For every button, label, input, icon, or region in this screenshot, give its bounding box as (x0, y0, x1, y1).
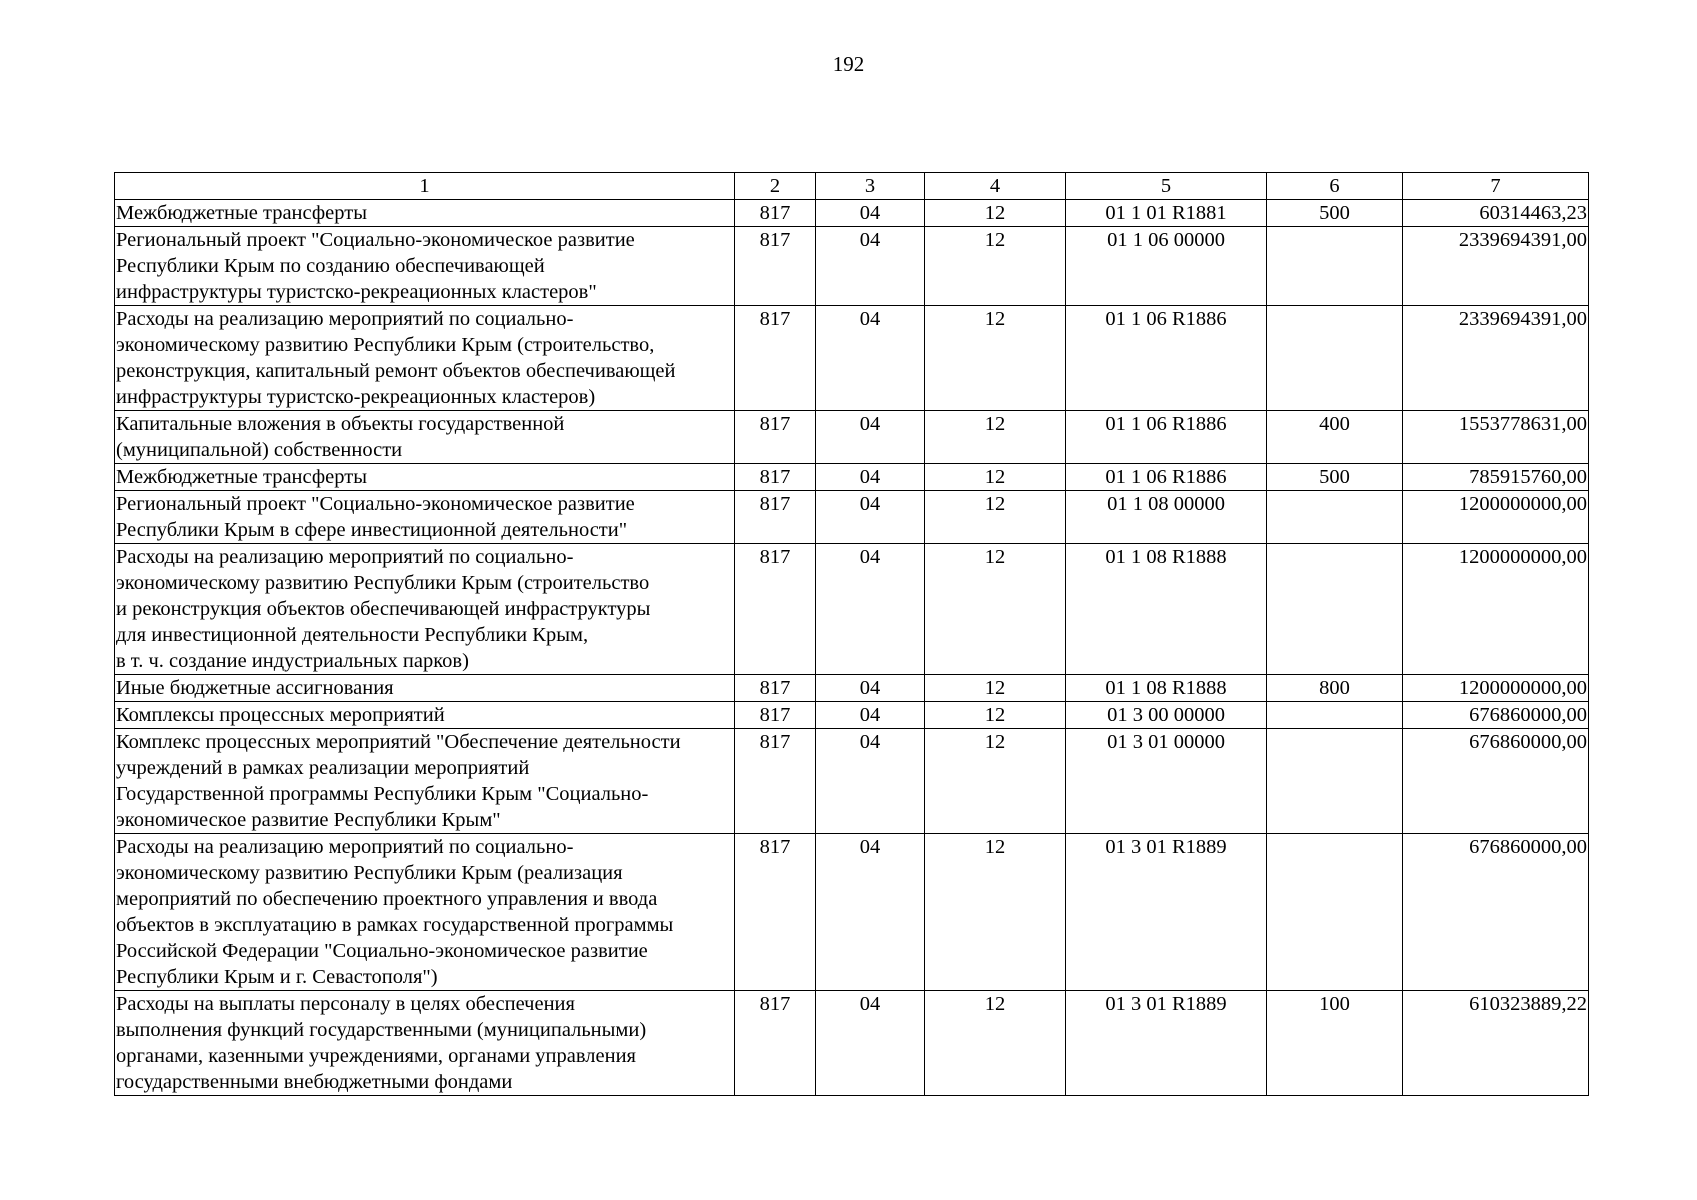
ministry-code-cell: 817 (735, 729, 816, 834)
expense-type-cell: 800 (1267, 675, 1403, 702)
target-article-cell: 01 1 08 00000 (1066, 491, 1267, 544)
expense-type-cell (1267, 702, 1403, 729)
row-name-line: и реконструкция объектов обеспечивающей инфраструктуры (116, 598, 651, 620)
section-code-cell: 04 (816, 675, 925, 702)
subsection-code-cell: 12 (925, 227, 1066, 306)
subsection-code-cell: 12 (925, 464, 1066, 491)
row-name-line: инфраструктуры туристско-рекреационных кластеров" (116, 281, 597, 303)
section-code-cell: 04 (816, 491, 925, 544)
table-row (115, 729, 1589, 834)
column-header: 2 (735, 173, 816, 200)
ministry-code-cell: 817 (735, 834, 816, 991)
section-code-cell: 04 (816, 544, 925, 675)
subsection-code-cell: 12 (925, 411, 1066, 464)
expense-type-cell (1267, 834, 1403, 991)
amount-cell: 610323889,22 (1403, 991, 1589, 1096)
row-name-line: учреждений в рамках реализации мероприятий (116, 757, 530, 779)
expense-type-cell: 500 (1267, 200, 1403, 227)
table-row (115, 991, 1589, 1096)
section-code-cell: 04 (816, 834, 925, 991)
column-header: 6 (1267, 173, 1403, 200)
row-name-line: Капитальные вложения в объекты государственной (116, 413, 565, 435)
row-name-line: Расходы на реализацию мероприятий по социально- (116, 308, 574, 330)
expense-type-cell (1267, 491, 1403, 544)
row-name-line: государственными внебюджетными фондами (116, 1071, 513, 1093)
amount-cell: 676860000,00 (1403, 834, 1589, 991)
subsection-code-cell: 12 (925, 702, 1066, 729)
row-name-line: объектов в эксплуатацию в рамках государственной программы (116, 914, 674, 936)
row-name-line: экономическому развитию Республики Крым (строительство (116, 572, 650, 594)
amount-cell: 676860000,00 (1403, 729, 1589, 834)
amount-cell: 1200000000,00 (1403, 491, 1589, 544)
row-name-line: для инвестиционной деятельности Республики Крым, (116, 624, 589, 646)
ministry-code-cell: 817 (735, 675, 816, 702)
ministry-code-cell: 817 (735, 227, 816, 306)
row-name-cell (115, 200, 735, 227)
table-row (115, 306, 1589, 411)
target-article-cell: 01 1 08 R1888 (1066, 544, 1267, 675)
row-name-line: Комплекс процессных мероприятий "Обеспечение деятельности (116, 731, 681, 753)
row-name-line: инфраструктуры туристско-рекреационных кластеров) (116, 386, 596, 408)
row-name-line: Расходы на реализацию мероприятий по социально- (116, 546, 574, 568)
subsection-code-cell: 12 (925, 200, 1066, 227)
ministry-code-cell: 817 (735, 306, 816, 411)
row-name-cell (115, 991, 735, 1096)
expense-type-cell (1267, 306, 1403, 411)
target-article-cell: 01 1 01 R1881 (1066, 200, 1267, 227)
table-row (115, 834, 1589, 991)
subsection-code-cell: 12 (925, 675, 1066, 702)
table-row (115, 491, 1589, 544)
section-code-cell: 04 (816, 411, 925, 464)
row-name-line: (муниципальной) собственности (116, 439, 403, 461)
row-name-cell (115, 675, 735, 702)
expense-type-cell (1267, 544, 1403, 675)
row-name-line: экономическому развитию Республики Крым (реализация (116, 862, 623, 884)
table-body (115, 200, 1589, 1096)
row-name-line: Расходы на выплаты персоналу в целях обеспечения (116, 993, 575, 1015)
expense-type-cell: 400 (1267, 411, 1403, 464)
subsection-code-cell: 12 (925, 544, 1066, 675)
ministry-code-cell: 817 (735, 411, 816, 464)
row-name-cell (115, 834, 735, 991)
ministry-code-cell: 817 (735, 991, 816, 1096)
amount-cell: 676860000,00 (1403, 702, 1589, 729)
column-header: 7 (1403, 173, 1589, 200)
row-name-cell (115, 702, 735, 729)
section-code-cell: 04 (816, 729, 925, 834)
row-name-cell (115, 227, 735, 306)
target-article-cell: 01 3 01 R1889 (1066, 834, 1267, 991)
target-article-cell: 01 1 06 R1886 (1066, 464, 1267, 491)
row-name-line: Республики Крым в сфере инвестиционной деятельности" (116, 519, 628, 541)
amount-cell: 2339694391,00 (1403, 306, 1589, 411)
expense-type-cell (1267, 729, 1403, 834)
table-row (115, 227, 1589, 306)
section-code-cell: 04 (816, 464, 925, 491)
row-name-line: Межбюджетные трансферты (116, 466, 367, 488)
row-name-line: экономическое развитие Республики Крым" (116, 809, 501, 831)
row-name-line: Региональный проект "Социально-экономическое развитие (116, 229, 635, 251)
table-header-row (115, 173, 1589, 200)
row-name-cell (115, 544, 735, 675)
amount-cell: 60314463,23 (1403, 200, 1589, 227)
row-name-line: Республики Крым по созданию обеспечивающей (116, 255, 545, 277)
expense-type-cell: 500 (1267, 464, 1403, 491)
ministry-code-cell: 817 (735, 464, 816, 491)
row-name-line: экономическому развитию Республики Крым (строительство, (116, 334, 655, 356)
row-name-cell (115, 464, 735, 491)
section-code-cell: 04 (816, 306, 925, 411)
amount-cell: 1200000000,00 (1403, 544, 1589, 675)
subsection-code-cell: 12 (925, 991, 1066, 1096)
ministry-code-cell: 817 (735, 200, 816, 227)
subsection-code-cell: 12 (925, 834, 1066, 991)
amount-cell: 2339694391,00 (1403, 227, 1589, 306)
section-code-cell: 04 (816, 227, 925, 306)
row-name-cell (115, 491, 735, 544)
target-article-cell: 01 1 06 R1886 (1066, 411, 1267, 464)
amount-cell: 1200000000,00 (1403, 675, 1589, 702)
amount-cell: 785915760,00 (1403, 464, 1589, 491)
column-header: 3 (816, 173, 925, 200)
target-article-cell: 01 1 06 R1886 (1066, 306, 1267, 411)
table-row (115, 544, 1589, 675)
row-name-line: выполнения функций государственными (муниципальными) (116, 1019, 647, 1041)
row-name-line: Республики Крым и г. Севастополя") (116, 966, 438, 988)
expense-type-cell: 100 (1267, 991, 1403, 1096)
target-article-cell: 01 3 01 00000 (1066, 729, 1267, 834)
target-article-cell: 01 1 06 00000 (1066, 227, 1267, 306)
table-row (115, 200, 1589, 227)
row-name-line: в т. ч. создание индустриальных парков) (116, 650, 469, 672)
row-name-cell (115, 306, 735, 411)
budget-table (114, 172, 1589, 1096)
page-number: 192 (832, 52, 865, 76)
row-name-line: Комплексы процессных мероприятий (116, 704, 445, 726)
row-name-line: реконструкция, капитальный ремонт объектов обеспечивающей (116, 360, 676, 382)
subsection-code-cell: 12 (925, 491, 1066, 544)
target-article-cell: 01 3 00 00000 (1066, 702, 1267, 729)
section-code-cell: 04 (816, 200, 925, 227)
ministry-code-cell: 817 (735, 702, 816, 729)
row-name-line: Региональный проект "Социально-экономическое развитие (116, 493, 635, 515)
section-code-cell: 04 (816, 991, 925, 1096)
table-row (115, 702, 1589, 729)
row-name-line: органами, казенными учреждениями, органами управления (116, 1045, 636, 1067)
ministry-code-cell: 817 (735, 491, 816, 544)
row-name-line: Расходы на реализацию мероприятий по социально- (116, 836, 574, 858)
ministry-code-cell: 817 (735, 544, 816, 675)
target-article-cell: 01 3 01 R1889 (1066, 991, 1267, 1096)
row-name-cell (115, 411, 735, 464)
row-name-line: Российской Федерации "Социально-экономическое развитие (116, 940, 648, 962)
row-name-line: Межбюджетные трансферты (116, 202, 367, 224)
column-header: 4 (925, 173, 1066, 200)
amount-cell: 1553778631,00 (1403, 411, 1589, 464)
column-header: 1 (115, 173, 735, 200)
table-row (115, 411, 1589, 464)
table-row (115, 464, 1589, 491)
column-header: 5 (1066, 173, 1267, 200)
row-name-line: мероприятий по обеспечению проектного управления и ввода (116, 888, 658, 910)
subsection-code-cell: 12 (925, 306, 1066, 411)
expense-type-cell (1267, 227, 1403, 306)
row-name-cell (115, 729, 735, 834)
subsection-code-cell: 12 (925, 729, 1066, 834)
section-code-cell: 04 (816, 702, 925, 729)
table-row (115, 675, 1589, 702)
target-article-cell: 01 1 08 R1888 (1066, 675, 1267, 702)
row-name-line: Государственной программы Республики Крым "Социально- (116, 783, 649, 805)
row-name-line: Иные бюджетные ассигнования (116, 677, 394, 699)
